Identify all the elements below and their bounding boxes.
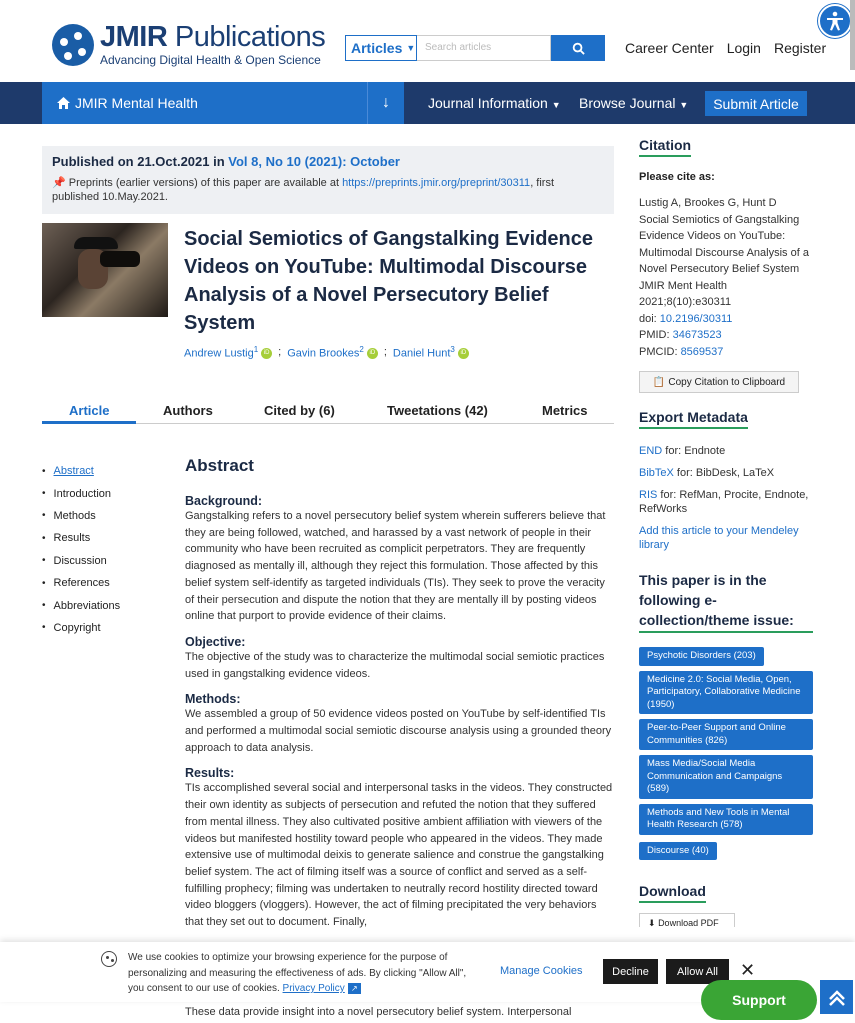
- abstract-objective: Objective: The objective of the study was to characterize the multimodal social semiotic practices used in gangstalking evidence videos.: [185, 634, 605, 680]
- allow-all-button[interactable]: Allow All: [666, 959, 729, 984]
- author-link[interactable]: Daniel Hunt$^3$ iD: [393, 345, 469, 360]
- toc-item-introduction[interactable]: • Introduction: [42, 482, 120, 504]
- collection-chip[interactable]: Medicine 2.0: Social Media, Open, Participatory, Collaborative Medicine (1950): [639, 671, 813, 715]
- preprint-note: 📌 Preprints (earlier versions) of this paper are available at https://preprints.jmir.org/preprint/30311, first published 10.May.2021.: [52, 177, 555, 203]
- toc-item-methods[interactable]: • Methods: [42, 505, 120, 527]
- search-button[interactable]: [551, 35, 605, 61]
- article-tabs: [42, 398, 614, 424]
- download-pdf-button[interactable]: ⬇ Download PDF: [639, 913, 735, 927]
- pmcid-link[interactable]: 8569537: [680, 345, 724, 358]
- copy-citation-button[interactable]: 📋 Copy Citation to Clipboard: [639, 371, 799, 393]
- logo-title: JMIR Publications: [100, 21, 326, 53]
- right-sidebar: [639, 137, 813, 927]
- orcid-icon[interactable]: iD: [458, 348, 469, 359]
- career-center-link[interactable]: Career Center: [625, 40, 714, 56]
- home-icon: [56, 96, 71, 110]
- nav-journal-home[interactable]: JMIR Mental Health: [42, 82, 367, 124]
- privacy-policy-link[interactable]: Privacy Policy: [282, 983, 345, 994]
- abstract-background: Background: Gangstalking refers to a novel persecutory belief system wherein sufferers believe that they are being followed, watched, and harassed by a vast network of people in their community who have been recruited as complicit perpetrators. They are frequently diagnosed as mentally ill, although they reject this formulation. Those affected by this belief system self-identify as targeted individuals (TIs). They seek to prove the veracity of their persecution and dispute the notion that they are mentally ill by posting videos online that purport to provide evidence of their claims.: [185, 494, 606, 623]
- logo-tagline: Advancing Digital Health & Open Science: [100, 53, 321, 67]
- download-heading: Download: [639, 883, 706, 903]
- search-scope-select[interactable]: Articles ▼: [345, 35, 417, 61]
- collection-chip[interactable]: Psychotic Disorders (203): [639, 647, 764, 666]
- export-list: END for: Endnote BibTeX for: BibDesk, LaTeX RIS for: RefMan, Procite, Endnote, RefWorks Add this article to your Mendeley library: [639, 444, 813, 552]
- close-icon[interactable]: ✕: [740, 960, 756, 980]
- export-bibtex-link[interactable]: BibTeX: [639, 467, 674, 479]
- preprint-link[interactable]: https://preprints.jmir.org/preprint/30311: [342, 177, 531, 189]
- collection-chip[interactable]: Discourse (40): [639, 842, 717, 861]
- volume-link[interactable]: Vol 8, No 10 (2021): October: [228, 154, 400, 169]
- chevron-down-icon: ▼: [406, 43, 416, 53]
- pin-icon: 📌: [52, 177, 66, 189]
- e-collection-heading: This paper is in the following e-collection/theme issue:: [639, 570, 813, 633]
- toc-item-discussion[interactable]: • Discussion: [42, 550, 120, 572]
- manage-cookies-link[interactable]: Manage Cookies: [500, 965, 583, 977]
- cookie-message: We use cookies to optimize your browsing experience for the purpose of personalizing and measuring the effectiveness of ads. By clicking "Allow All", you consent to our use of cookies. Privacy Policy ↗: [128, 952, 467, 994]
- search-input[interactable]: Search articles: [417, 35, 551, 61]
- toc-item-results[interactable]: • Results: [42, 527, 120, 549]
- article-title: Social Semiotics of Gangstalking Evidence Videos on YouTube: Multimodal Discourse Analysis of a Novel Persecutory Belief System: [184, 228, 594, 334]
- abstract-section: [185, 456, 615, 941]
- main-nav: [0, 82, 855, 124]
- top-links: [625, 40, 826, 56]
- export-ris-link[interactable]: RIS: [639, 489, 658, 501]
- citation-text: Lustig A, Brookes G, Hunt D Social Semiotics of Gangstalking Evidence Videos on YouTube: Multimodal Discourse Analysis of a Novel Persecutory Belief System JMIR Ment Health 2021;8(10):e30311 doi: 10.2196/30311 PMID: 34673523 PMCID: 8569537: [639, 197, 809, 358]
- table-of-contents: [42, 460, 120, 639]
- tab-article[interactable]: Article: [69, 403, 110, 418]
- collection-chip[interactable]: Methods and New Tools in Mental Health Research (578): [639, 804, 813, 835]
- tab-metrics[interactable]: Metrics: [542, 403, 588, 418]
- scrollbar[interactable]: [850, 0, 855, 70]
- tab-cited-by[interactable]: Cited by (6): [264, 403, 335, 418]
- published-date: Published on 21.Oct.2021 in Vol 8, No 10 (2021): October: [52, 154, 400, 169]
- arrow-down-icon[interactable]: ↓: [367, 82, 404, 124]
- tab-tweetations[interactable]: Tweetations (42): [387, 403, 488, 418]
- collection-chip[interactable]: Mass Media/Social Media Communication and Campaigns (589): [639, 755, 813, 799]
- globe-logo-icon: [52, 24, 94, 66]
- caret-down-icon: ▼: [551, 100, 561, 110]
- register-link[interactable]: Register: [773, 40, 827, 56]
- article-thumbnail: [42, 223, 168, 317]
- abstract-results: Results: TIs accomplished several social and interpersonal tasks in the videos. They constructed their own identity as subjects of persecution and refuted the notion that they suffered from mental illness. They also cultivated positive ambient affiliation with viewers of the videos but manifested hostility toward people who appeared in the videos. They made extensive use of multimodal deixis to generate salience and construe the gangstalking belief system. The act of filming itself was a source of conflict and served as a self-fulfilling prophecy; filming was undertaken to neutrally record hostility directed toward video bloggers (vloggers). However, the act of filming precipitated the very behaviors that they set out to document. Finally,: [185, 766, 613, 929]
- search-bar: [345, 35, 605, 61]
- toc-item-references[interactable]: • References: [42, 572, 120, 594]
- author-link[interactable]: Andrew Lustig$^1$ iD: [184, 345, 272, 360]
- publication-info: [42, 146, 614, 214]
- tab-authors[interactable]: Authors: [163, 403, 213, 418]
- jmir-logo[interactable]: [52, 22, 325, 67]
- login-link[interactable]: Login: [726, 40, 761, 56]
- abstract-conclusion-text: These data provide insight into a novel persecutory belief system. Interpersonal: [185, 1006, 572, 1018]
- download-icon: ⬇: [648, 918, 656, 927]
- doi-link[interactable]: 10.2196/30311: [659, 312, 733, 325]
- toc-item-abstract[interactable]: • Abstract: [42, 460, 120, 482]
- mendeley-link[interactable]: Add this article to your Mendeley library: [639, 525, 799, 551]
- active-tab-indicator: [42, 421, 136, 424]
- support-button[interactable]: Support: [701, 980, 817, 1020]
- toc-item-copyright[interactable]: • Copyright: [42, 617, 120, 639]
- decline-button[interactable]: Decline: [603, 959, 658, 984]
- external-link-icon: ↗: [348, 983, 361, 994]
- orcid-icon[interactable]: iD: [261, 348, 272, 359]
- accessibility-icon[interactable]: [818, 4, 852, 38]
- abstract-heading: Abstract: [185, 456, 254, 475]
- submit-article-button[interactable]: Submit Article: [705, 91, 807, 116]
- pmid-link[interactable]: 34673523: [672, 329, 722, 341]
- citation-heading: Citation: [639, 137, 691, 157]
- author-list: Andrew Lustig$^1$ iD ; Gavin Brookes$^2$ iD ; Daniel Hunt$^3$ iD: [184, 345, 469, 360]
- orcid-icon[interactable]: iD: [367, 348, 378, 359]
- search-icon: [572, 42, 585, 55]
- please-cite-label: Please cite as:: [639, 171, 715, 183]
- nav-journal-information[interactable]: Journal Information ▼: [428, 95, 561, 111]
- abstract-methods: Methods: We assembled a group of 50 evidence videos posted on YouTube by self-identified TIs and performed a multimodal social semiotic discourse analysis using a grounded theory approach to data analysis.: [185, 692, 612, 754]
- scroll-to-top-icon[interactable]: [818, 978, 855, 1016]
- collection-chip[interactable]: Peer-to-Peer Support and Online Communities (826): [639, 719, 813, 750]
- cookie-icon: [101, 951, 117, 967]
- author-link[interactable]: Gavin Brookes$^2$ iD: [287, 345, 378, 360]
- caret-down-icon: ▼: [679, 100, 689, 110]
- top-header: [0, 0, 855, 82]
- export-end-link[interactable]: END: [639, 445, 663, 457]
- export-metadata-heading: Export Metadata: [639, 409, 748, 429]
- nav-browse-journal[interactable]: Browse Journal ▼: [579, 95, 689, 111]
- clipboard-icon: 📋: [652, 376, 666, 388]
- toc-item-abbreviations[interactable]: • Abbreviations: [42, 594, 120, 616]
- e-collection-list: [639, 645, 813, 865]
